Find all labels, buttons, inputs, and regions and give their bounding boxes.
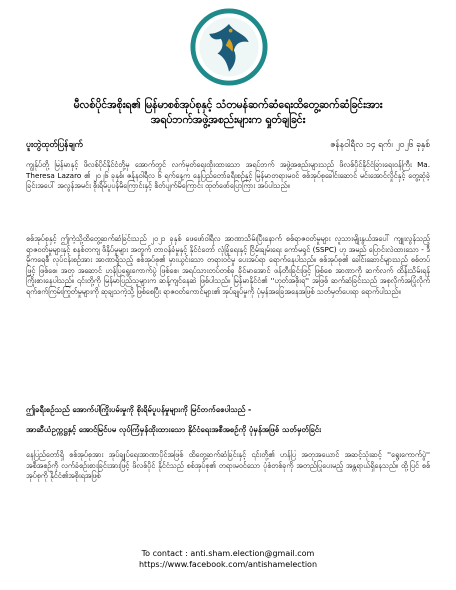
title-line-1: မီလစ်ပိုင်အစိုးရ၏ မြန်မာစစ်အုပ်စုနှင့် သံတမန်ဆက်ဆံရေးထိတွေ့ဆက်ဆံခြင်းအား xyxy=(73,99,383,111)
paragraph-section: နေပြည်တော်ရှိ စစ်အုပ်စုအား အုပ်ချုပ်ရေးအာဏာပိုင်အဖြစ် ထိတွေ့ဆက်ဆံခြင်းနှင့် ၎င်းတို့၏ ဟန်ပြ အတုအယောင် အဆင့်သုံးဆင့် ''ရွေးကောက်ပွဲ'' အစီအစဉ်ကို လက်ခံစဉ်းစားခြင်းအားဖြင့် ဖိလစ်ပိုင် နိုင်ငံသည် စစ်အုပ်စု၏ တရားမဝင်သော ပုံစံတစ်ခုကို အတည်ပြုပေးမည့် အန္တရာယ်ရှိနေသည်။ ထို့ပြင် စစ်အုပ်စုကို နိုင်ငံ၏အစိုးရအဖြစ် xyxy=(26,450,430,481)
contact-url-link[interactable]: https://www.facebook.com/antishamelection xyxy=(138,560,318,569)
statement-meta xyxy=(26,140,430,154)
title-line-2: အရပ်ဘက်အဖွဲ့အစည်းများက ရှုတ်ချခြင်း xyxy=(150,114,306,126)
contact-email: To contact : anti.sham.election@gmail.com xyxy=(141,549,315,558)
section-subheading: အာဆီယံဥက္ကဋ္ဌနှင့် အောင်မြင်ပမ လုပ်ကြံမှန်ထိုးထားသော နိုင်ငံရေးအစီအစဉ်ကို ပုံမှန်အဖြစ် သတ်မှတ်ခြင်း xyxy=(26,425,322,434)
contact-footer xyxy=(26,548,430,570)
organization-logo xyxy=(188,6,270,88)
section-heading-concerns: ဤခရီးစဉ်သည် အောက်ပါကြိုးပမ်းမှုကို စိုးရိမ်ပူပန်မှုများကို မြင်တက်စေပါသည် - xyxy=(26,405,252,414)
statement-title xyxy=(26,98,430,128)
paragraph-intro: ကျွန်ုပ်တို့ မြန်မာနှင့် ဖိလစ်ပိုင်နိုင်ငံတို့မှ အောက်တွင် လက်မှတ်ရေးထိုးထားသော အရပ်ဘက် အဖွဲ့အစည်းများသည် ဖိလစ်ပိုင်နိုင်ငံခြားရေးဝန်ကြီး Ma. Theresa Lazaro ၏ ၂၀၂၆ ခုနှစ်၊ ဇန်နဝါရီလ ၆ ရက်နေ့က နေပြည်တော်ခရီးစဉ်နှင့် မြန်မာတရားမဝင် စစ်အုပ်စုခေါင်းဆောင် မင်းအောင်လှိုင်နှင့် တွေ့ဆုံခဲ့ခြင်းအပေါ် အလွန်အမင်း စိုးရိမ်ပူပန်မိကြောင်းနှင့် စိတ်ပျက်မိကြောင်း ထုတ်ဖော်ပြောကြား အပ်ပါသည်။ xyxy=(26,160,430,191)
statement-date: ဇန်နဝါရီလ ၁၄ ရက်၊ ၂၀၂၆ ခုနှစ် xyxy=(330,140,430,150)
statement-type-heading: ပူးတွဲထုတ်ပြန်ချက် xyxy=(26,140,83,150)
paragraph-main: စစ်အုပ်စုနှင့် ဤကဲ့သို့ထိတွေ့ဆက်ဆံခြင်းသည် ၂၀၂၁ ခုနှစ် ဖေဖော်ဝါရီလ အာဏာသိမ်းပြီးနောက် စစ်ရာဇဝတ်မှုများ လူသားမျိုးနွယ်အပေါ် ကျူးလွန်သည့် ရာဇဝတ်မှုများနှင့် စနစ်တကျ ဖိနှိပ်မှုများ အတွက် တာဝန်ခံမှုနှင့် နိုင်ငံတော် လုံခြုံရေးနှင့် ငြိမ်းချမ်းရေး ကော်မရှင် (SSPC) ဟု အမည် ပြောင်းလဲထားသော - ဒီမိုကရေစီ လုပ်ငန်းစဉ်အား အာဏာရှိသည့် စစ်အုပ်စု၏ မှားယွင်းသော တရားဝင်မှု ပေးအပ်ရာ ရောက်နေပါသည်။ စစ်အုပ်စု၏ ခေါင်းဆောင်များသည် စစ်တပ်ဖြင့် ဖြစ်စေ၊ အတု အဆောင် ဟန်ပြရွေးကောက်ပွဲ ဖြစ်စေ၊ အရပ်သားတပ်တစ်ခု ခိုင်မာအောင် ဖန်တီးခြင်းဖြင့် ဖြစ်စေ အာဏာကို ဆက်လက် ထိန်းသိမ်းရန် ကြိုးစားနေပါသည်။ ၎င်းတို့ကို မြန်မာပြည်သူများက ဆန့်ကျင်နေဆဲ ဖြစ်ပါသည်။ မြန်မာနိုင်ငံ၏ ''ဟုတ်အစိုးရ'' အဖြစ် ဆက်ဆံခြင်းသည် အစုလိုက်အပြုံလိုက် ရက်စက်ကြမ်းကြုတ်မှုများကို ဆုချသကဲ့သို့ ဖြစ်စေပြီး ရာဇဝတ်ကောင်များ၏ အုပ်ချုပ်မှုကို ပုံမှန်အခြေအနေအဖြစ် သတ်မှတ်ပေးရာ ရောက်ပါသည်။ xyxy=(26,234,430,296)
